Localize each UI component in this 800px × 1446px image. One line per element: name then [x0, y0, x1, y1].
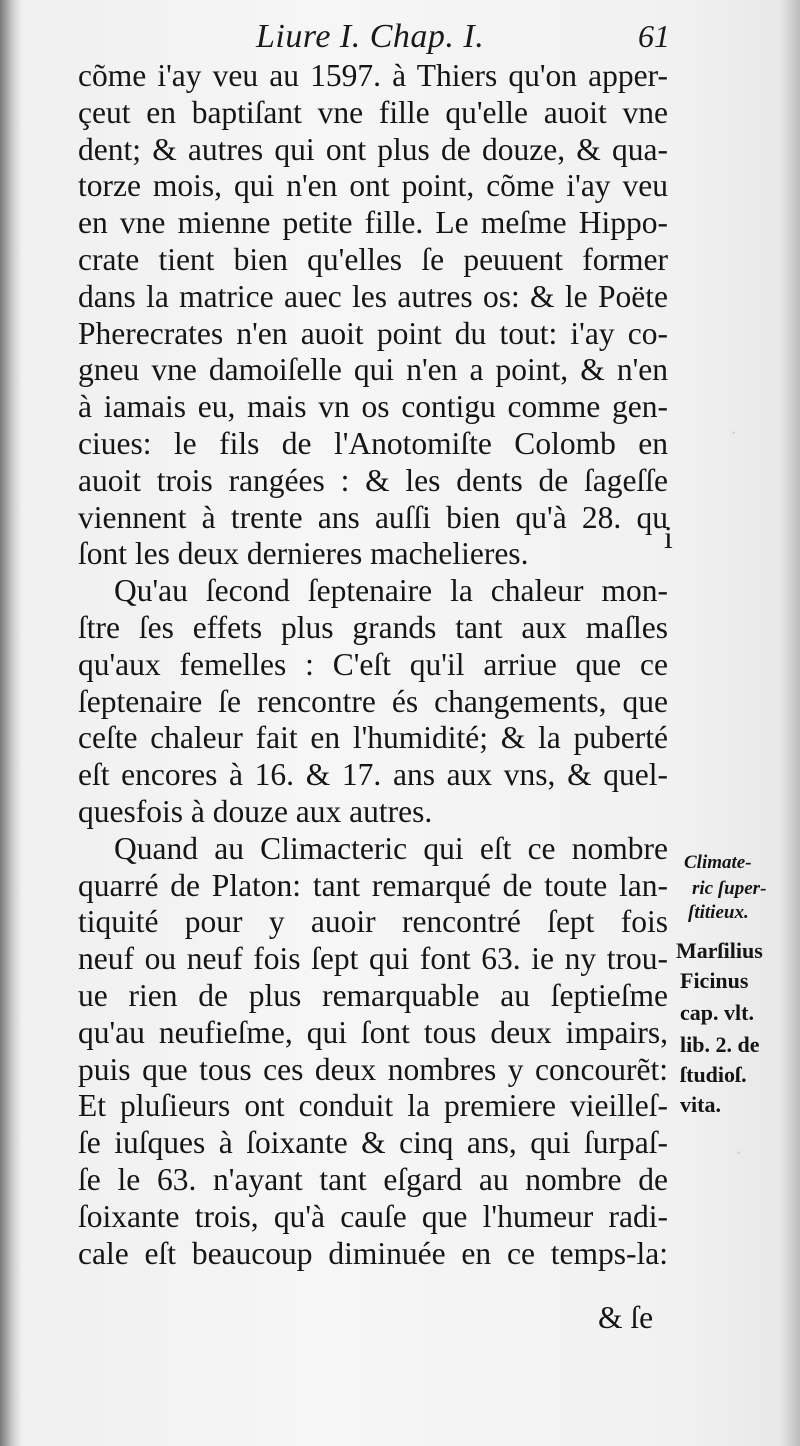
stray-character: i — [664, 520, 673, 555]
paragraph-start-line: Quand au Climacteric qui eſt ce nombre — [114, 830, 668, 866]
margin-note-line: ſtitieux. — [688, 902, 749, 923]
text-line: ſont les deux dernieres machelieres. — [78, 536, 529, 572]
page-header — [78, 12, 668, 62]
text-line: quesfois à douze aux autres. — [78, 793, 433, 829]
text-line: quarré de Platon: tant remarqué de toute lan- — [78, 867, 668, 903]
text-line: à iamais eu, mais vn os contigu comme gen- — [78, 389, 668, 425]
text-line: ciues: le fils de l'Anotomiſte Colomb en — [78, 425, 668, 461]
text-line: ſe le 63. n'ayant tant eſgard au nombre de — [78, 1161, 668, 1197]
text-line: puis que tous ces deux nombres y concourẽt: — [78, 1051, 668, 1087]
text-line: gneu vne damoiſelle qui n'en a point, & n'en — [78, 352, 668, 388]
text-line: torze mois, qui n'en ont point, cõme i'ay veu — [78, 168, 668, 204]
text-line: crate tient bien qu'elles ſe peuuent former — [78, 241, 668, 277]
text-line: dent; & autres qui ont plus de douze, & qua- — [78, 131, 668, 167]
running-head: Liure I. Chap. I. — [256, 18, 485, 55]
text-line: eſt encores à 16. & 17. ans aux vns, & quel- — [78, 757, 668, 793]
catchword: & ſe — [598, 1300, 654, 1335]
bleed-through-mark: · — [730, 420, 738, 445]
paragraph-start-line: Qu'au ſecond ſeptenaire la chaleur mon- — [114, 573, 668, 609]
text-line: qu'au neufieſme, qui ſont tous deux impairs, — [78, 1014, 668, 1050]
text-line: ſe iuſques à ſoixante & cinq ans, qui ſurpaſ- — [78, 1125, 668, 1161]
text-line: dans la matrice auec les autres os: & le Poëte — [78, 278, 668, 314]
page-edge-shadow — [780, 0, 800, 1446]
text-line: Et pluſieurs ont conduit la premiere vieilleſ- — [78, 1088, 668, 1124]
gutter-shadow — [0, 0, 22, 1446]
text-line: ſtre ſes effets plus grands tant aux maſles — [78, 609, 668, 645]
text-line: tiquité pour y auoir rencontré ſept fois — [78, 904, 668, 940]
text-line: qu'aux femelles : C'eſt qu'il arriue que ce — [78, 646, 668, 682]
text-line: ſoixante trois, qu'à cauſe que l'humeur radi- — [78, 1198, 668, 1234]
text-line: çeut en baptiſant vne fille qu'elle auoit vne — [78, 94, 668, 130]
margin-note-line: Marſilius — [676, 938, 763, 963]
margin-note-line: cap. vlt. — [680, 1000, 754, 1025]
bleed-through-mark: · — [735, 1140, 743, 1165]
text-line: cõme i'ay veu au 1597. à Thiers qu'on apper- — [78, 58, 668, 93]
margin-note-line: Ficinus — [680, 968, 749, 993]
margin-note-line: vita. — [680, 1092, 721, 1117]
page-number: 61 — [638, 18, 670, 54]
text-line: Pherecrates n'en auoit point du tout: i'ay co- — [78, 315, 668, 351]
text-line: en vne mienne petite fille. Le meſme Hippo- — [78, 205, 668, 241]
text-line: auoit trois rangées : & les dents de ſageſſe — [78, 462, 668, 498]
text-line: cale eſt beaucoup diminuée en ce temps-la: — [78, 1235, 668, 1271]
text-line: ceſte chaleur fait en l'humidité; & la puberté — [78, 720, 668, 756]
margin-note-line: Climate- — [684, 852, 752, 873]
margin-note-line: ric ſuper- — [692, 878, 767, 899]
text-line: ſeptenaire ſe rencontre és changements, que — [78, 683, 668, 719]
margin-note-line: lib. 2. de — [680, 1032, 760, 1057]
text-line: neuf ou neuf fois ſept qui font 63. ie ny trou- — [78, 941, 668, 977]
text-line: ue rien de plus remarquable au ſeptieſme — [78, 977, 668, 1013]
main-text-block — [78, 58, 668, 1272]
margin-note-line: ſtudioſ. — [680, 1062, 747, 1087]
text-line: viennent à trente ans auſſi bien qu'à 28. qu — [78, 499, 668, 535]
